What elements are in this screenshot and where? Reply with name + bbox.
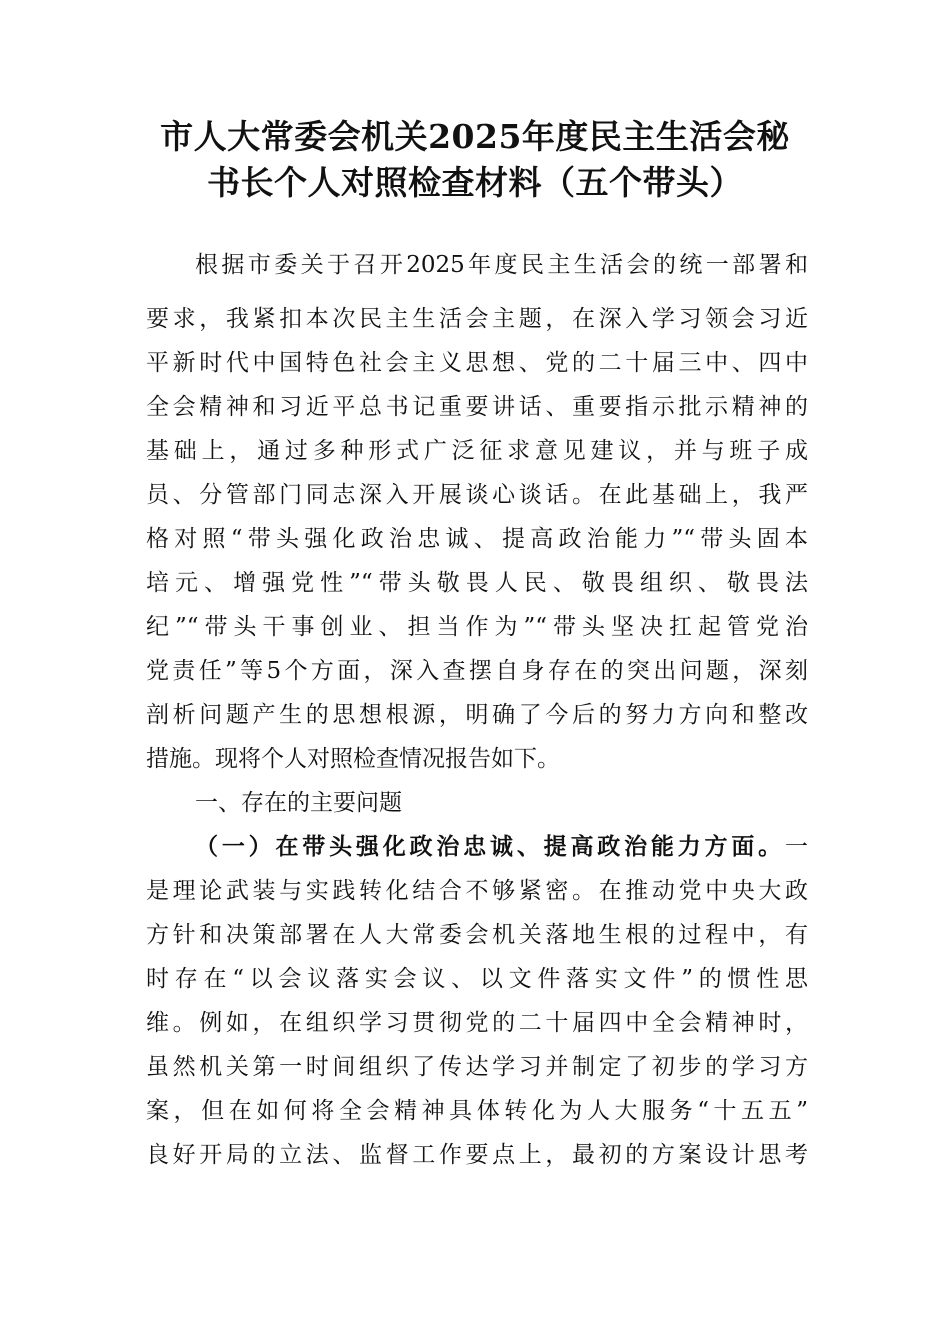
intro-line: 措施。现将个人对照检查情况报告如下。 <box>146 746 560 772</box>
subsection-first-line <box>195 825 808 869</box>
intro-line: 培元、增强党性”“带头敬畏人民、敬畏组织、敬畏法 <box>146 570 808 596</box>
document-title-line-1: 市人大常委会机关2025年度民主生活会秘 <box>160 117 790 156</box>
intro-line: 剖析问题产生的思想根源，明确了今后的努力方向和整改 <box>146 702 808 728</box>
body-line: 方针和决策部署在人大常委会机关落地生根的过程中，有 <box>146 922 808 948</box>
intro-line: 基础上，通过多种形式广泛征求意见建议，并与班子成 <box>146 438 808 464</box>
intro-line: 格对照“带头强化政治忠诚、提高政治能力”“带头固本 <box>146 526 808 552</box>
intro-line: 员、分管部门同志深入开展谈心谈话。在此基础上，我严 <box>146 482 808 508</box>
body-line: 案，但在如何将全会精神具体转化为人大服务“十五五” <box>146 1098 808 1124</box>
section-heading: 一、存在的主要问题 <box>195 790 402 816</box>
intro-line: 党责任”等5个方面，深入查摆自身存在的突出问题，深刻 <box>146 658 808 684</box>
intro-line: 纪”“带头干事创业、担当作为”“带头坚决扛起管党治 <box>146 614 808 640</box>
body-line: 良好开局的立法、监督工作要点上，最初的方案设计思考 <box>146 1142 808 1168</box>
body-line: 是理论武装与实践转化结合不够紧密。在推动党中央大政 <box>146 878 808 904</box>
intro-line: 平新时代中国特色社会主义思想、党的二十届三中、四中 <box>146 350 808 376</box>
document-title-line-2: 书长个人对照检查材料（五个带头） <box>207 163 743 202</box>
body-line: 虽然机关第一时间组织了传达学习并制定了初步的学习方 <box>146 1054 808 1080</box>
subsection-first-line-rest: 一 <box>785 834 808 860</box>
subsection-heading: （一）在带头强化政治忠诚、提高政治能力方面。 <box>195 833 785 860</box>
intro-line: 根据市委关于召开2025年度民主生活会的统一部署和 <box>195 252 808 278</box>
body-line: 维。例如，在组织学习贯彻党的二十届四中全会精神时， <box>146 1010 808 1036</box>
intro-line: 要求，我紧扣本次民主生活会主题，在深入学习领会习近 <box>146 306 808 332</box>
intro-line: 全会精神和习近平总书记重要讲话、重要指示批示精神的 <box>146 394 808 420</box>
body-line: 时存在“以会议落实会议、以文件落实文件”的惯性思 <box>146 966 808 992</box>
